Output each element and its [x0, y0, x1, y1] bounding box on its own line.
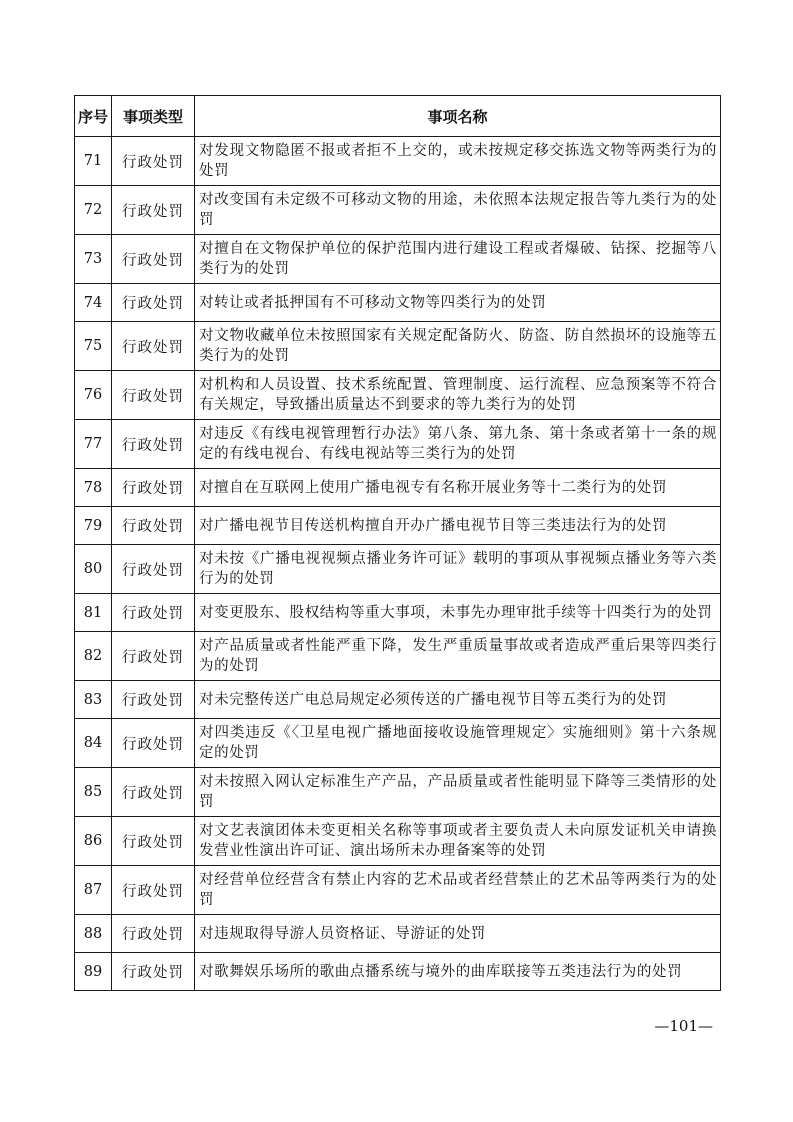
row-type: 行政处罚	[112, 545, 195, 594]
table-row	[75, 681, 721, 719]
row-type: 行政处罚	[112, 137, 195, 186]
row-number: 86	[75, 817, 112, 866]
table-row	[75, 469, 721, 507]
row-type: 行政处罚	[112, 371, 195, 420]
row-number: 88	[75, 915, 112, 953]
table-row	[75, 507, 721, 545]
row-name: 对违反《有线电视管理暂行办法》第八条、第九条、第十条或者第十一条的规定的有线电视台、有线电视站等三类行为的处罚	[195, 420, 721, 469]
row-number: 84	[75, 719, 112, 768]
row-name: 对经营单位经营含有禁止内容的艺术品或者经营禁止的艺术品等两类行为的处罚	[195, 866, 721, 915]
row-number: 83	[75, 681, 112, 719]
row-type: 行政处罚	[112, 817, 195, 866]
row-type: 行政处罚	[112, 186, 195, 235]
row-name: 对擅自在互联网上使用广播电视专有名称开展业务等十二类行为的处罚	[195, 469, 721, 507]
table-row	[75, 137, 721, 186]
row-type: 行政处罚	[112, 235, 195, 284]
row-number: 75	[75, 322, 112, 371]
table-header-row	[75, 96, 721, 137]
header-item-type: 事项类型	[112, 96, 195, 137]
table-row	[75, 768, 721, 817]
row-number: 81	[75, 594, 112, 632]
row-type: 行政处罚	[112, 284, 195, 322]
table-row	[75, 866, 721, 915]
table-row	[75, 186, 721, 235]
row-name: 对未完整传送广电总局规定必须传送的广播电视节目等五类行为的处罚	[195, 681, 721, 719]
table-row	[75, 284, 721, 322]
row-type: 行政处罚	[112, 594, 195, 632]
row-name: 对违规取得导游人员资格证、导游证的处罚	[195, 915, 721, 953]
row-name: 对产品质量或者性能严重下降，发生严重质量事故或者造成严重后果等四类行为的处罚	[195, 632, 721, 681]
row-name: 对改变国有未定级不可移动文物的用途，未依照本法规定报告等九类行为的处罚	[195, 186, 721, 235]
row-name: 对四类违反《〈卫星电视广播地面接收设施管理规定〉实施细则》第十六条规定的处罚	[195, 719, 721, 768]
table-row	[75, 371, 721, 420]
row-number: 73	[75, 235, 112, 284]
row-type: 行政处罚	[112, 915, 195, 953]
table-row	[75, 322, 721, 371]
row-name: 对文物收藏单位未按照国家有关规定配备防火、防盗、防自然损坏的设施等五类行为的处罚	[195, 322, 721, 371]
header-serial-number: 序号	[75, 96, 112, 137]
table-row	[75, 235, 721, 284]
table-row	[75, 915, 721, 953]
row-type: 行政处罚	[112, 719, 195, 768]
row-type: 行政处罚	[112, 953, 195, 991]
row-type: 行政处罚	[112, 469, 195, 507]
header-item-name: 事项名称	[195, 96, 721, 137]
table-row	[75, 632, 721, 681]
row-number: 87	[75, 866, 112, 915]
row-name: 对变更股东、股权结构等重大事项，未事先办理审批手续等十四类行为的处罚	[195, 594, 721, 632]
row-name: 对未按照入网认定标准生产产品，产品质量或者性能明显下降等三类情形的处罚	[195, 768, 721, 817]
row-number: 79	[75, 507, 112, 545]
row-name: 对发现文物隐匿不报或者拒不上交的，或未按规定移交拣选文物等两类行为的处罚	[195, 137, 721, 186]
row-number: 85	[75, 768, 112, 817]
row-name: 对广播电视节目传送机构擅自开办广播电视节目等三类违法行为的处罚	[195, 507, 721, 545]
row-number: 80	[75, 545, 112, 594]
row-number: 77	[75, 420, 112, 469]
table-row	[75, 594, 721, 632]
page-number: —101—	[654, 1017, 713, 1035]
row-number: 76	[75, 371, 112, 420]
row-number: 82	[75, 632, 112, 681]
table-row	[75, 817, 721, 866]
row-name: 对机构和人员设置、技术系统配置、管理制度、运行流程、应急预案等不符合有关规定，导致播出质量达不到要求的等九类行为的处罚	[195, 371, 721, 420]
row-name: 对擅自在文物保护单位的保护范围内进行建设工程或者爆破、钻探、挖掘等八类行为的处罚	[195, 235, 721, 284]
row-number: 71	[75, 137, 112, 186]
row-number: 78	[75, 469, 112, 507]
row-number: 89	[75, 953, 112, 991]
table-row	[75, 719, 721, 768]
row-type: 行政处罚	[112, 420, 195, 469]
row-type: 行政处罚	[112, 768, 195, 817]
items-table	[74, 95, 721, 991]
row-type: 行政处罚	[112, 632, 195, 681]
row-type: 行政处罚	[112, 866, 195, 915]
row-name: 对转让或者抵押国有不可移动文物等四类行为的处罚	[195, 284, 721, 322]
row-number: 72	[75, 186, 112, 235]
row-name: 对未按《广播电视视频点播业务许可证》载明的事项从事视频点播业务等六类行为的处罚	[195, 545, 721, 594]
row-type: 行政处罚	[112, 681, 195, 719]
row-type: 行政处罚	[112, 322, 195, 371]
table-row	[75, 953, 721, 991]
table-row	[75, 545, 721, 594]
row-name: 对歌舞娱乐场所的歌曲点播系统与境外的曲库联接等五类违法行为的处罚	[195, 953, 721, 991]
row-name: 对文艺表演团体未变更相关名称等事项或者主要负责人未向原发证机关申请换发营业性演出许可证、演出场所未办理备案等的处罚	[195, 817, 721, 866]
table-row	[75, 420, 721, 469]
row-number: 74	[75, 284, 112, 322]
row-type: 行政处罚	[112, 507, 195, 545]
